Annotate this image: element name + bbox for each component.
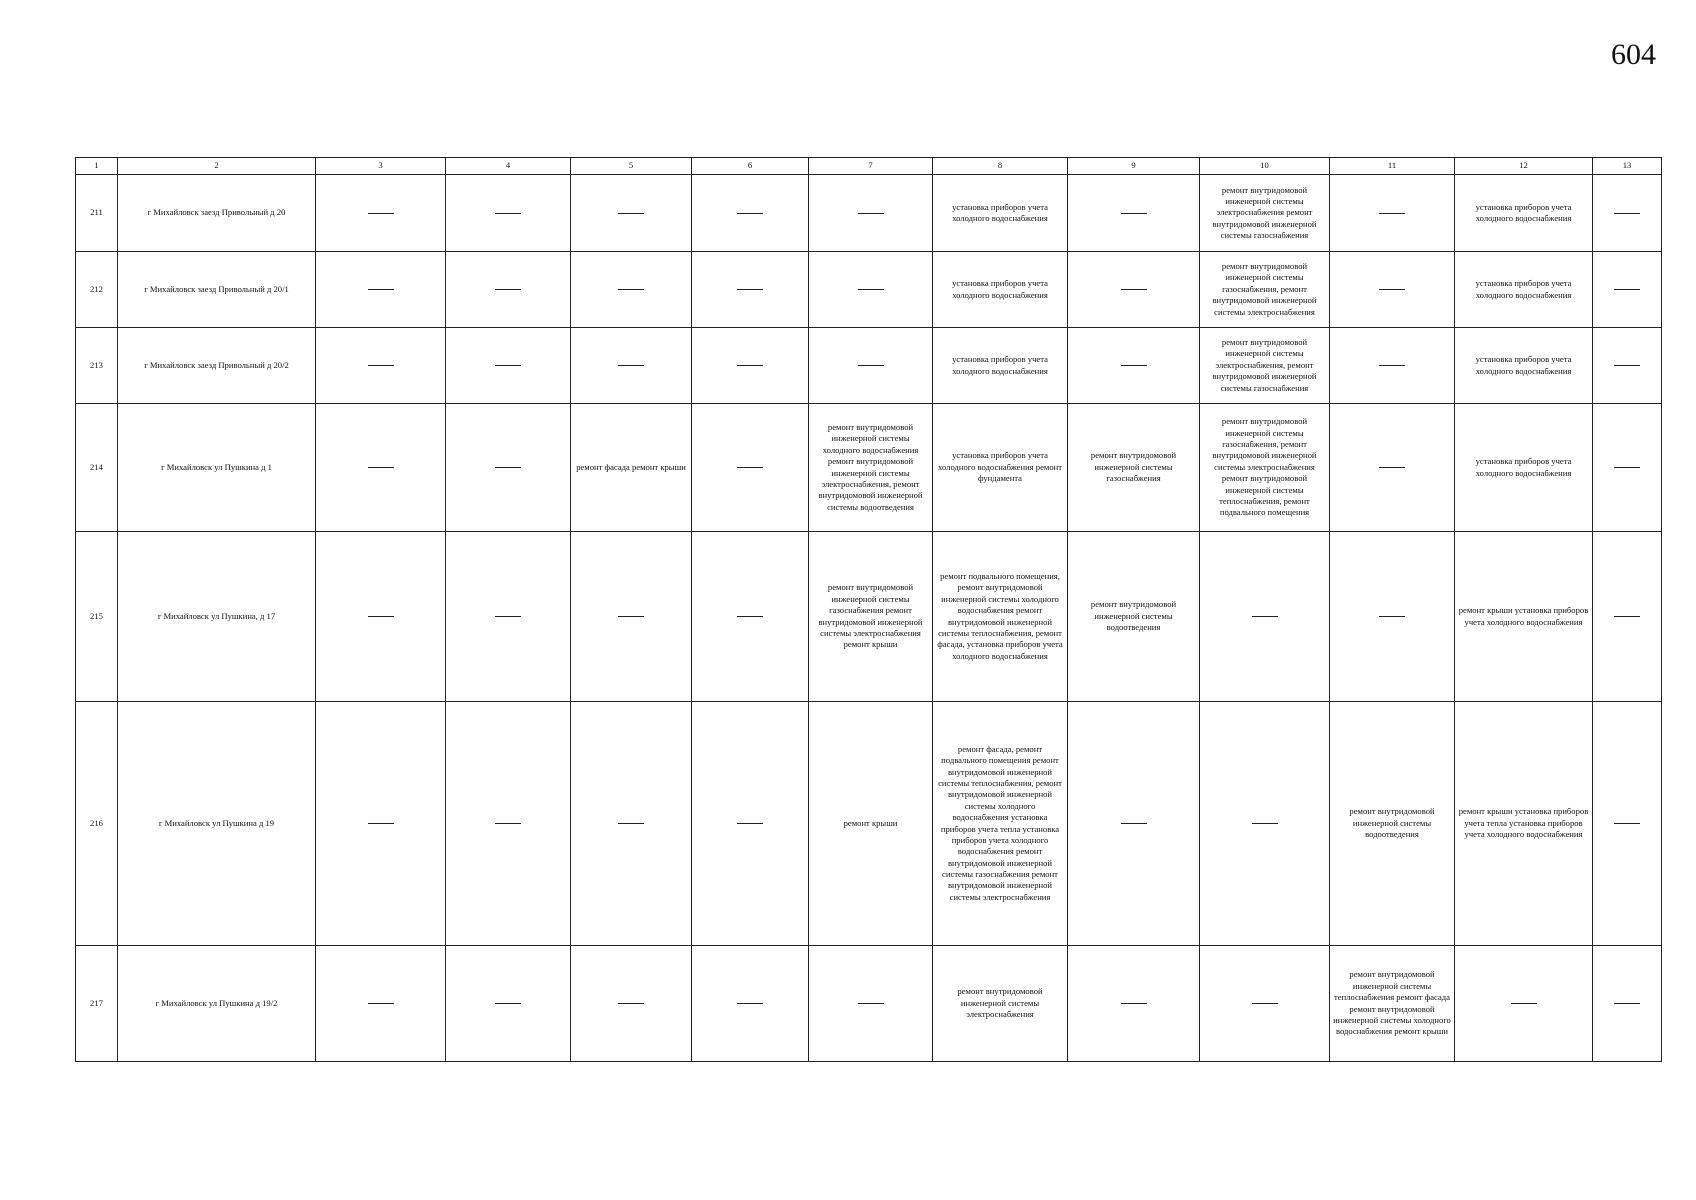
column-number: 7: [809, 158, 933, 175]
dash-mark: [1121, 1003, 1147, 1004]
work-cell: установка приборов учета холодного водоснабжения: [1455, 404, 1593, 532]
row-number-cell: 215: [76, 532, 118, 702]
dash-mark: [737, 1003, 763, 1004]
work-cell: [571, 532, 692, 702]
work-cell: ремонт внутридомовой инженерной системы газоснабжения, ремонт внутридомовой инженерной системы электроснабжения: [1200, 252, 1330, 328]
work-cell: [809, 328, 933, 404]
work-cell: [571, 946, 692, 1062]
dash-mark: [858, 289, 884, 290]
dash-mark: [1379, 365, 1405, 366]
work-cell: ремонт внутридомовой инженерной системы электроснабжения: [933, 946, 1068, 1062]
work-cell: ремонт подвального помещения, ремонт внутридомовой инженерной системы холодного водоснабжения ремонт внутридомовой инженерной системы теплоснабжения, ремонт фасада, установка приборов учета холодного водоснабжения: [933, 532, 1068, 702]
work-cell: [446, 175, 571, 252]
work-cell: установка приборов учета холодного водоснабжения: [1455, 252, 1593, 328]
work-cell: [1593, 532, 1662, 702]
dash-mark: [1379, 616, 1405, 617]
work-cell: ремонт внутридомовой инженерной системы газоснабжения ремонт внутридомовой инженерной системы электроснабжения ремонт крыши: [809, 532, 933, 702]
dash-mark: [1614, 467, 1640, 468]
table-row: [76, 175, 1662, 252]
work-cell: ремонт внутридомовой инженерной системы теплоснабжения ремонт фасада ремонт внутридомовой инженерной системы холодного водоснабжения ремонт крыши: [1330, 946, 1455, 1062]
address-cell: г Михайловск ул Пушкина д 19: [118, 702, 316, 946]
dash-mark: [1614, 289, 1640, 290]
column-number: 3: [316, 158, 446, 175]
dash-mark: [368, 616, 394, 617]
work-cell: [316, 532, 446, 702]
work-cell: установка приборов учета холодного водоснабжения: [1455, 175, 1593, 252]
work-cell: [316, 702, 446, 946]
column-number: 10: [1200, 158, 1330, 175]
work-cell: [446, 404, 571, 532]
column-number: 11: [1330, 158, 1455, 175]
dash-mark: [1379, 289, 1405, 290]
work-cell: [316, 252, 446, 328]
column-number: 2: [118, 158, 316, 175]
column-number: 1: [76, 158, 118, 175]
dash-mark: [1379, 213, 1405, 214]
table-row: [76, 532, 1662, 702]
column-number: 5: [571, 158, 692, 175]
dash-mark: [368, 823, 394, 824]
table-row: [76, 946, 1662, 1062]
work-cell: установка приборов учета холодного водоснабжения: [933, 252, 1068, 328]
work-cell: ремонт внутридомовой инженерной системы водоотведения: [1330, 702, 1455, 946]
row-number-cell: 214: [76, 404, 118, 532]
work-cell: установка приборов учета холодного водоснабжения ремонт фундамента: [933, 404, 1068, 532]
dash-mark: [1614, 823, 1640, 824]
dash-mark: [737, 289, 763, 290]
work-cell: [809, 252, 933, 328]
dash-mark: [495, 365, 521, 366]
dash-mark: [1614, 1003, 1640, 1004]
dash-mark: [618, 365, 644, 366]
work-cell: [1200, 946, 1330, 1062]
work-cell: ремонт крыши установка приборов учета холодного водоснабжения: [1455, 532, 1593, 702]
work-cell: [316, 175, 446, 252]
work-cell: ремонт внутридомовой инженерной системы электроснабжения, ремонт внутридомовой инженерной системы газоснабжения: [1200, 328, 1330, 404]
dash-mark: [618, 616, 644, 617]
work-cell: [809, 946, 933, 1062]
work-cell: [1593, 328, 1662, 404]
table-row: [76, 328, 1662, 404]
dash-mark: [1614, 213, 1640, 214]
work-cell: [692, 946, 809, 1062]
work-cell: [692, 175, 809, 252]
dash-mark: [495, 213, 521, 214]
row-number-cell: 213: [76, 328, 118, 404]
work-cell: [1068, 175, 1200, 252]
dash-mark: [1252, 823, 1278, 824]
column-number: 9: [1068, 158, 1200, 175]
row-number-cell: 212: [76, 252, 118, 328]
work-cell: [692, 328, 809, 404]
work-cell: [316, 328, 446, 404]
dash-mark: [368, 467, 394, 468]
work-cell: [446, 946, 571, 1062]
work-cell: ремонт крыши: [809, 702, 933, 946]
work-cell: [1068, 946, 1200, 1062]
column-number-row: [76, 158, 1662, 175]
work-cell: [1068, 702, 1200, 946]
work-cell: [316, 946, 446, 1062]
work-cell: [446, 532, 571, 702]
page-number: 604: [1611, 38, 1656, 71]
dash-mark: [618, 1003, 644, 1004]
work-cell: [692, 532, 809, 702]
work-cell: [1330, 252, 1455, 328]
work-cell: [692, 404, 809, 532]
dash-mark: [368, 1003, 394, 1004]
work-cell: [446, 328, 571, 404]
dash-mark: [618, 289, 644, 290]
dash-mark: [858, 1003, 884, 1004]
dash-mark: [368, 365, 394, 366]
work-cell: ремонт внутридомовой инженерной системы газоснабжения: [1068, 404, 1200, 532]
work-cell: [692, 252, 809, 328]
dash-mark: [1121, 289, 1147, 290]
row-number-cell: 211: [76, 175, 118, 252]
dash-mark: [495, 289, 521, 290]
dash-mark: [858, 213, 884, 214]
work-cell: [1330, 532, 1455, 702]
column-number: 8: [933, 158, 1068, 175]
column-number: 13: [1593, 158, 1662, 175]
dash-mark: [1121, 365, 1147, 366]
work-cell: [1455, 946, 1593, 1062]
work-cell: [1068, 252, 1200, 328]
dash-mark: [495, 823, 521, 824]
work-cell: ремонт фасада, ремонт подвального помещения ремонт внутридомовой инженерной системы теплоснабжения, ремонт внутридомовой инженерной системы холодного водоснабжения установка приборов учета тепла установка приборов учета холодного водоснабжения ремонт внутридомовой инженерной системы газоснабжения ремонт внутридомовой инженерной системы электроснабжения: [933, 702, 1068, 946]
work-cell: [446, 702, 571, 946]
work-cell: [316, 404, 446, 532]
work-cell: ремонт внутридомовой инженерной системы водоотведения: [1068, 532, 1200, 702]
work-cell: [446, 252, 571, 328]
work-cell: [1593, 252, 1662, 328]
work-cell: ремонт фасада ремонт крыши: [571, 404, 692, 532]
work-cell: [571, 328, 692, 404]
dash-mark: [1379, 467, 1405, 468]
dash-mark: [1121, 213, 1147, 214]
table-row: [76, 404, 1662, 532]
column-number: 4: [446, 158, 571, 175]
dash-mark: [1252, 1003, 1278, 1004]
table-body: [76, 158, 1662, 1062]
work-cell: ремонт внутридомовой инженерной системы электроснабжения ремонт внутридомовой инженерной системы газоснабжения: [1200, 175, 1330, 252]
work-cell: [1593, 175, 1662, 252]
address-cell: г Михайловск заезд Привольный д 20/2: [118, 328, 316, 404]
dash-mark: [495, 467, 521, 468]
dash-mark: [618, 213, 644, 214]
dash-mark: [858, 365, 884, 366]
column-number: 6: [692, 158, 809, 175]
dash-mark: [1614, 616, 1640, 617]
dash-mark: [737, 823, 763, 824]
work-cell: [1200, 702, 1330, 946]
dash-mark: [737, 616, 763, 617]
row-number-cell: 216: [76, 702, 118, 946]
dash-mark: [368, 213, 394, 214]
dash-mark: [737, 467, 763, 468]
work-cell: [1593, 946, 1662, 1062]
column-number: 12: [1455, 158, 1593, 175]
dash-mark: [737, 213, 763, 214]
work-cell: [1593, 702, 1662, 946]
table-row: [76, 702, 1662, 946]
address-cell: г Михайловск заезд Привольный д 20/1: [118, 252, 316, 328]
dash-mark: [495, 1003, 521, 1004]
address-cell: г Михайловск ул Пушкина д 19/2: [118, 946, 316, 1062]
dash-mark: [1511, 1003, 1537, 1004]
work-cell: [1068, 328, 1200, 404]
work-cell: [1330, 175, 1455, 252]
work-cell: [692, 702, 809, 946]
address-cell: г Михайловск заезд Привольный д 20: [118, 175, 316, 252]
work-cell: ремонт внутридомовой инженерной системы газоснабжения, ремонт внутридомовой инженерной системы электроснабжения ремонт внутридомовой инженерной системы теплоснабжения, ремонт подвального помещения: [1200, 404, 1330, 532]
work-cell: установка приборов учета холодного водоснабжения: [933, 328, 1068, 404]
work-cell: установка приборов учета холодного водоснабжения: [1455, 328, 1593, 404]
dash-mark: [618, 823, 644, 824]
work-cell: [1330, 404, 1455, 532]
dash-mark: [1614, 365, 1640, 366]
work-cell: [1593, 404, 1662, 532]
dash-mark: [495, 616, 521, 617]
work-cell: [809, 175, 933, 252]
dash-mark: [1121, 823, 1147, 824]
work-cell: [571, 175, 692, 252]
address-cell: г Михайловск ул Пушкина д 1: [118, 404, 316, 532]
work-cell: [1330, 328, 1455, 404]
work-cell: [571, 702, 692, 946]
work-cell: [571, 252, 692, 328]
repair-schedule-table: [75, 157, 1662, 1062]
row-number-cell: 217: [76, 946, 118, 1062]
dash-mark: [368, 289, 394, 290]
work-cell: [1200, 532, 1330, 702]
work-cell: ремонт внутридомовой инженерной системы холодного водоснабжения ремонт внутридомовой инженерной системы электроснабжения, ремонт внутридомовой инженерной системы водоотведения: [809, 404, 933, 532]
work-cell: установка приборов учета холодного водоснабжения: [933, 175, 1068, 252]
dash-mark: [1252, 616, 1278, 617]
dash-mark: [737, 365, 763, 366]
work-cell: ремонт крыши установка приборов учета тепла установка приборов учета холодного водоснабжения: [1455, 702, 1593, 946]
table-row: [76, 252, 1662, 328]
address-cell: г Михайловск ул Пушкина, д 17: [118, 532, 316, 702]
